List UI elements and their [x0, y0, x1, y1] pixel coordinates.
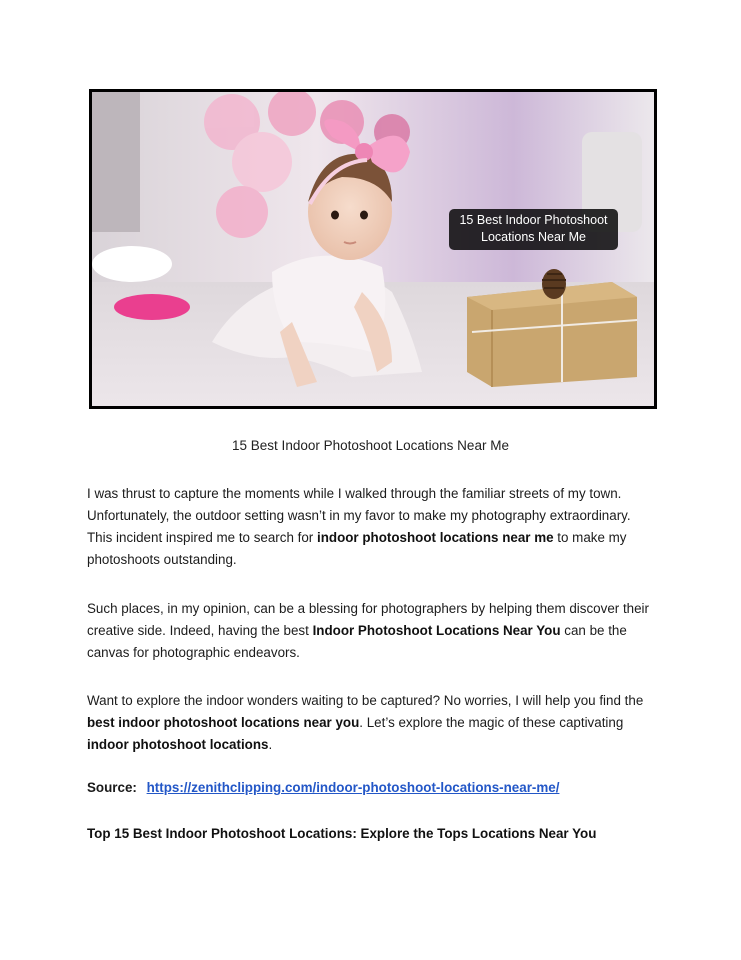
- source-link[interactable]: https://zenithclipping.com/indoor-photoshoot-locations-near-me/: [146, 780, 560, 795]
- third-paragraph: [87, 690, 657, 756]
- source-line: [87, 778, 559, 798]
- intro-paragraph: [87, 483, 657, 571]
- image-caption: 15 Best Indoor Photoshoot Locations Near Me: [232, 438, 509, 453]
- paragraph-text: .: [268, 737, 273, 752]
- overlay-title-line1: 15 Best Indoor Photoshoot: [459, 213, 608, 227]
- bold-keyword: indoor photoshoot locations: [87, 737, 269, 752]
- photo-overlay-title: [449, 209, 618, 250]
- paragraph-text: can be the canvas for photographic endeavors.: [87, 623, 627, 660]
- bold-keyword: Indoor Photoshoot Locations Near You: [312, 623, 561, 638]
- paragraph-text: to make my photoshoots outstanding.: [87, 530, 627, 567]
- paragraph-text: Such places, in my opinion, can be a blessing for photographers by helping them discover their creative side. Indeed, having the best: [87, 601, 649, 638]
- bold-keyword: best indoor photoshoot locations near you: [87, 715, 360, 730]
- paragraph-text: I was thrust to capture the moments while I walked through the familiar streets of my town. Unfortunately, the outdoor setting wasn’t in my favor to make my photography extraordinary. This incident inspired me to search for: [87, 486, 631, 545]
- bold-keyword: indoor photoshoot locations near me: [316, 530, 554, 545]
- hero-photo: [89, 89, 657, 409]
- overlay-title-line2: Locations Near Me: [481, 230, 586, 244]
- section-heading: Top 15 Best Indoor Photoshoot Locations: Explore the Tops Locations Near You: [87, 826, 597, 841]
- paragraph-text: Want to explore the indoor wonders waiting to be captured? No worries, I will help you find the: [87, 693, 644, 708]
- source-label: Source:: [87, 780, 137, 795]
- paragraph-text: . Let’s explore the magic of these captivating: [359, 715, 624, 730]
- second-paragraph: [87, 598, 657, 664]
